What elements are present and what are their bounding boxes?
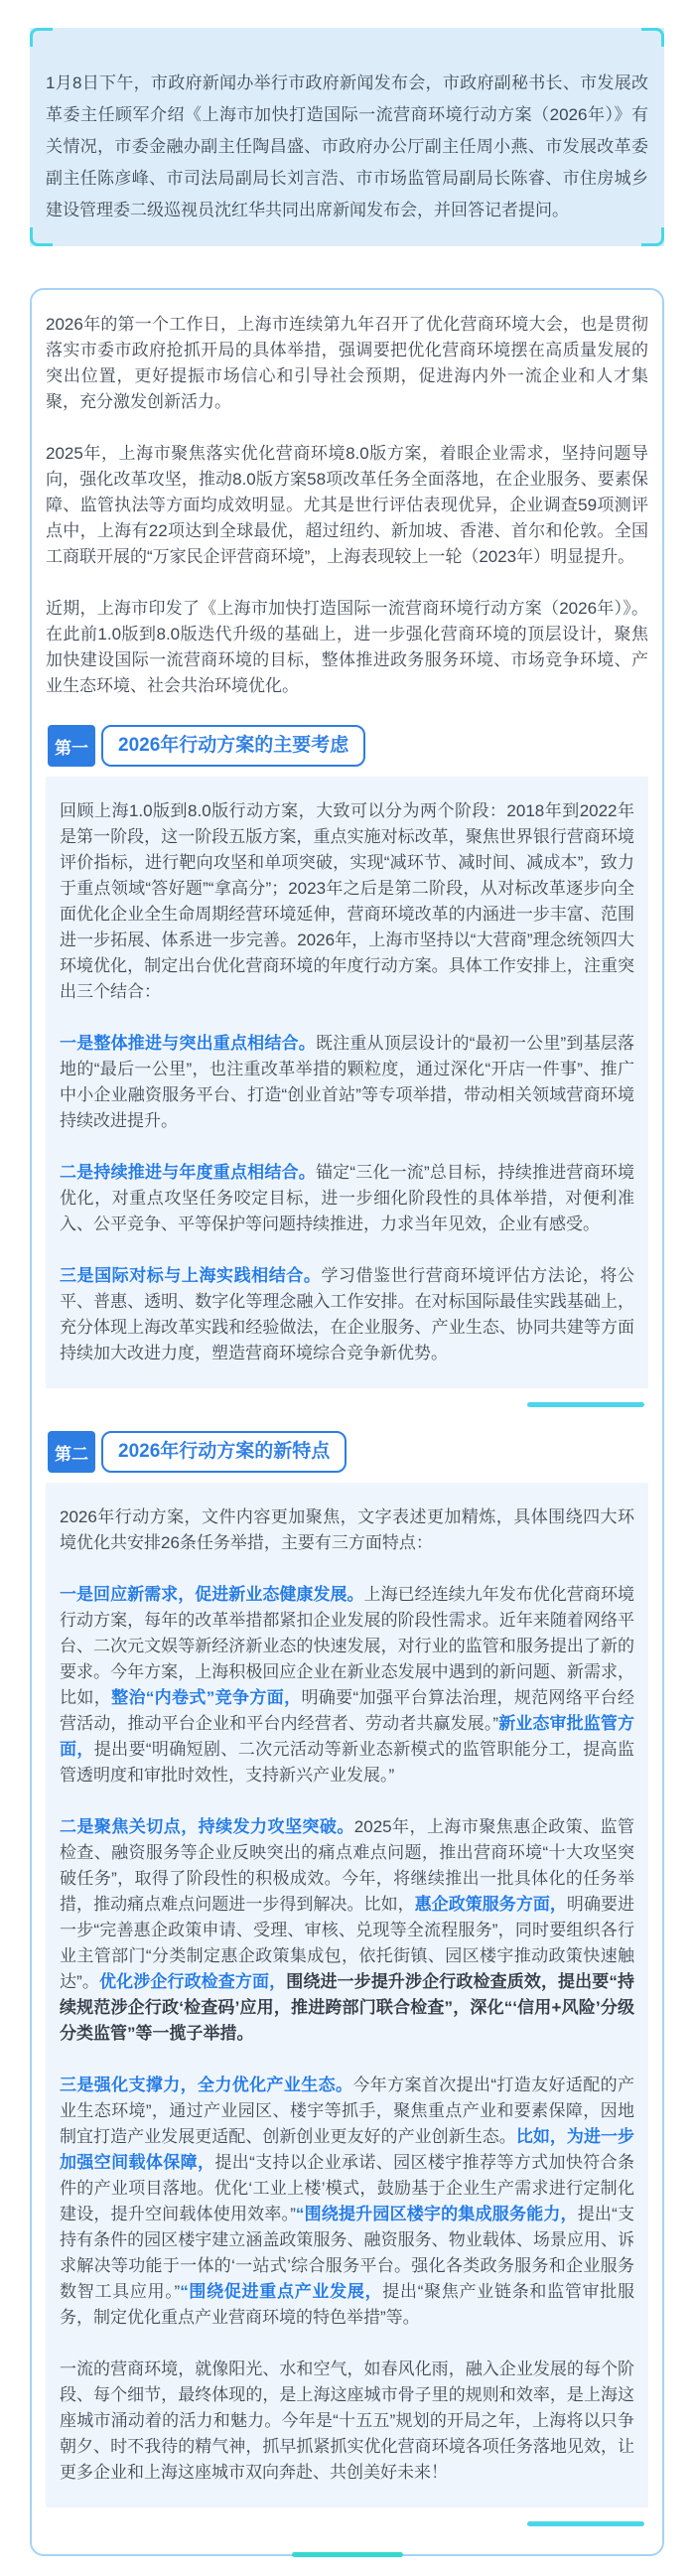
article-paragraph: 近期，上海市印发了《上海市加快打造国际一流营商环境行动方案（2026年）》。在此前1.0版到8.0版迭代升级的基础上，进一步强化营商环境的顶层设计，聚焦加快建设国际一流营商环境的目标，整体推进政务服务环境、市场竞争环境、产业生态环境、社会共治环境优化。 xyxy=(46,599,648,695)
section-header xyxy=(48,725,648,767)
article-body xyxy=(46,312,648,2526)
text-segment: 一是回应新需求，促进新业态健康发展。 xyxy=(60,1585,364,1604)
text-segment: 提出“聚焦产业链条和监管审批服务，制定优化重点产业营商环境的特色举措”等。 xyxy=(60,2282,634,2327)
section-title: 2026年行动方案的新特点 xyxy=(101,1431,347,1473)
section-paragraph xyxy=(60,798,634,1005)
text-segment: 一是整体推进与突出重点相结合。 xyxy=(60,1034,316,1053)
text-segment: 惠企政策服务方面， xyxy=(414,1895,567,1914)
corner-bracket-icon xyxy=(30,28,53,47)
text-segment: “围绕促进重点产业发展， xyxy=(180,2282,383,2301)
text-segment: 优化涉企行政检查方面， xyxy=(99,1972,287,1991)
text-segment: 一流的营商环境，就像阳光、水和空气，如春风化雨，融入企业发展的每个阶段、每个细节，最终体现的，是上海这座城市骨子里的规则和效率，是上海这座城市涌动着的活力和魅力。今年是“十五五”规划的开局之年，上海将以只争朝夕、时不我待的精气神，抓早抓紧抓实优化营商环境各项任务落地见效，让更多企业和上海这座城市双向奔赴、共创美好未来！ xyxy=(60,2360,634,2482)
text-segment: 比如，为进一步加强空间载体保障， xyxy=(60,2127,635,2172)
text-segment: 2025年，上海市聚焦惠企政策、监管检查、融资服务等企业反映突出的痛点难点问题，推出营商环境“十大攻坚突破任务”，取得了阶段性的积极成效。今年，将继续推出一批具体化的任务举措，推动痛点难点问题进一步得到解决。比如， xyxy=(60,1817,634,1914)
text-segment: 提出要“明确短剧、二次元活动等新业态新模式的监管职能分工，提高监管透明度和审批时效性，支持新兴产业发展。” xyxy=(60,1740,634,1785)
article-card xyxy=(30,288,664,2556)
text-segment: 上海已经连续九年发布优化营商环境行动方案，每年的改革举措都紧扣企业发展的阶段性需求。近年来随着网络平台、二次元文娱等新经济新业态的快速发展，对行业的监管和服务提出了新的要求。今年方案，上海积极回应企业在新业态发展中遇到的新问题、新需求，比如， xyxy=(60,1585,635,1707)
section-paragraph xyxy=(60,1582,634,1789)
section-paragraph xyxy=(60,1031,634,1134)
section-paragraph xyxy=(60,1504,634,1556)
text-segment: 学习借鉴世行营商环境评估方法论，将公平、普惠、透明、数字化等理念融入工作安排。在对标国际最佳实践基础上，充分体现上海改革实践和经验做法，在企业服务、产业生态、协同共建等方面持续加大改进力度，塑造营商环境综合竞争新优势。 xyxy=(60,1266,634,1362)
text-segment: 明确要“加强平台算法治理，规范网络平台经营活动，推动平台企业和平台内经营者、劳动者共赢发展。” xyxy=(60,1688,635,1733)
section-paragraph xyxy=(60,1160,634,1237)
text-segment: 既注重从顶层设计的“最初一公里”到基层落地的“最后一公里”，也注重改革举措的颗粒度，通过深化“开店一件事”、推广中小企业融资服务平台、打造“创业首站”等专项举措，带动相关领域营商环境持续改进提升。 xyxy=(60,1034,635,1130)
text-segment: 三是强化支撑力，全力优化产业生态。 xyxy=(60,2075,353,2094)
section-paragraph xyxy=(60,1263,634,1366)
text-segment: 围绕进一步提升涉企行政检查质效，提出要“持续规范涉企行政‘检查码’应用，推进跨部门联合检查”，深化“‘信用+风险’分级分类监管”等一揽子举措。 xyxy=(60,1972,635,2043)
section-title: 2026年行动方案的主要考虑 xyxy=(101,725,365,767)
section-paragraph xyxy=(60,1814,634,2047)
section-header xyxy=(48,1431,648,1473)
teal-divider-line xyxy=(527,1402,644,1407)
teal-divider-line xyxy=(527,2521,644,2526)
teal-bottom-accent-line xyxy=(292,2552,403,2557)
text-segment: 回顾上海1.0版到8.0版行动方案，大致可以分为两个阶段：2018年到2022年是第一阶段，这一阶段五版方案，重点实施对标改革，聚焦世界银行营商环境评价指标，进行靶向攻坚和单项突破，实现“减环节、减时间、减成本”，致力于重点领域“答好题”“拿高分”；2023年之后是第二阶段，从对标改革逐步向全面优化企业全生命周期经营环境延伸，营商环境改革的内涵进一步丰富、范围进一步拓展、体系进一步完善。2026年，上海市坚持以“大营商”理念统领四大环境优化，制定出台优化营商环境的年度行动方案。具体工作安排上，注重突出三个结合： xyxy=(60,801,634,1001)
text-segment: 锚定“三化一流”总目标，持续推进营商环境优化，对重点攻坚任务咬定目标，进一步细化阶段性的具体举措，对便利准入、公平竞争、平等保护等问题持续推进，力求当年见效，企业有感受。 xyxy=(60,1163,635,1233)
text-segment: “围绕提升园区楼宇的集成服务能力， xyxy=(295,2205,578,2223)
text-segment: 明确要进一步“完善惠企政策申请、受理、审核、兑现等全流程服务”，同时要组织各行业主管部门“分类制定惠企政策集成包，依托街镇、园区楼宇推动政策快速触达”。 xyxy=(60,1895,635,1991)
text-segment: 二是聚焦关切点，持续发力攻坚突破。 xyxy=(60,1817,354,1836)
corner-bracket-icon xyxy=(30,227,53,246)
section-panel xyxy=(46,1483,648,2507)
intro-text: 1月8日下午，市政府新闻办举行市政府新闻发布会，市政府副秘书长、市发展改革委主任顾军介绍《上海市加快打造国际一流营商环境行动方案（2026年）》有关情况，市委金融办副主任陶昌盛、市政府办公厅副主任周小燕、市发展改革委副主任陈彦峰、市司法局副局长刘言浩、市市场监管局副局长陈睿、市住房城乡建设管理委二级巡视员沈红华共同出席新闻发布会，并回答记者提问。 xyxy=(46,73,648,219)
section-paragraph xyxy=(60,2073,634,2331)
section-panel xyxy=(46,777,648,1388)
text-segment: 新业态审批监管方面， xyxy=(60,1714,634,1759)
text-segment: 提出“支持有条件的园区楼宇建立涵盖政策服务、融资服务、物业载体、场景应用、诉求解决等功能于一体的‘一站式’综合服务平台。强化各类政务服务和企业服务数智工具应用。” xyxy=(60,2205,634,2301)
text-segment: 2026年行动方案，文件内容更加聚焦，文字表述更加精炼，具体围绕四大环境优化共安排26条任务举措，主要有三方面特点： xyxy=(60,1507,634,1552)
text-segment: 整治“内卷式”竞争方面， xyxy=(111,1688,302,1707)
section-number-badge: 第二 xyxy=(48,1431,95,1473)
text-segment: 提出“支持以企业承诺、园区楼宇推荐等方式加快符合条件的产业项目落地。优化‘工业上楼’模式，鼓励基于企业生产需求进行定制化建设，提升空间载体使用效率。” xyxy=(60,2153,635,2223)
article-paragraph: 2025年，上海市聚焦落实优化营商环境8.0版方案，着眼企业需求，坚持问题导向，强化改革攻坚，推动8.0版方案58项改革任务全面落地，在企业服务、要素保障、监管执法等方面均成效明显。尤其是世行评估表现优异，企业调查59项测评点中，上海有22项达到全球最优，超过纽约、新加坡、香港、首尔和伦敦。全国工商联开展的“万家民企评营商环境”，上海表现较上一轮（2023年）明显提升。 xyxy=(46,444,648,566)
section-number-badge: 第一 xyxy=(48,725,95,767)
corner-bracket-icon xyxy=(641,227,664,246)
corner-bracket-icon xyxy=(641,28,664,47)
text-segment: 二是持续推进与年度重点相结合。 xyxy=(60,1163,316,1182)
intro-quote-card xyxy=(30,28,664,246)
text-segment: 三是国际对标与上海实践相结合。 xyxy=(60,1266,322,1285)
section-paragraph xyxy=(60,2357,634,2486)
article-paragraph: 2026年的第一个工作日，上海市连续第九年召开了优化营商环境大会，也是贯彻落实市委市政府抢抓开局的具体举措，强调要把优化营商环境摆在高质量发展的突出位置，更好提振市场信心和引导社会预期，促进海内外一流企业和人才集聚，充分激发创新活力。 xyxy=(46,315,648,411)
text-segment: 今年方案首次提出“打造友好适配的产业生态环境”，通过产业园区、楼宇等抓手，聚焦重点产业和要素保障，因地制宜打造产业发展更适配、创新创业更友好的产业创新生态。 xyxy=(60,2075,634,2146)
